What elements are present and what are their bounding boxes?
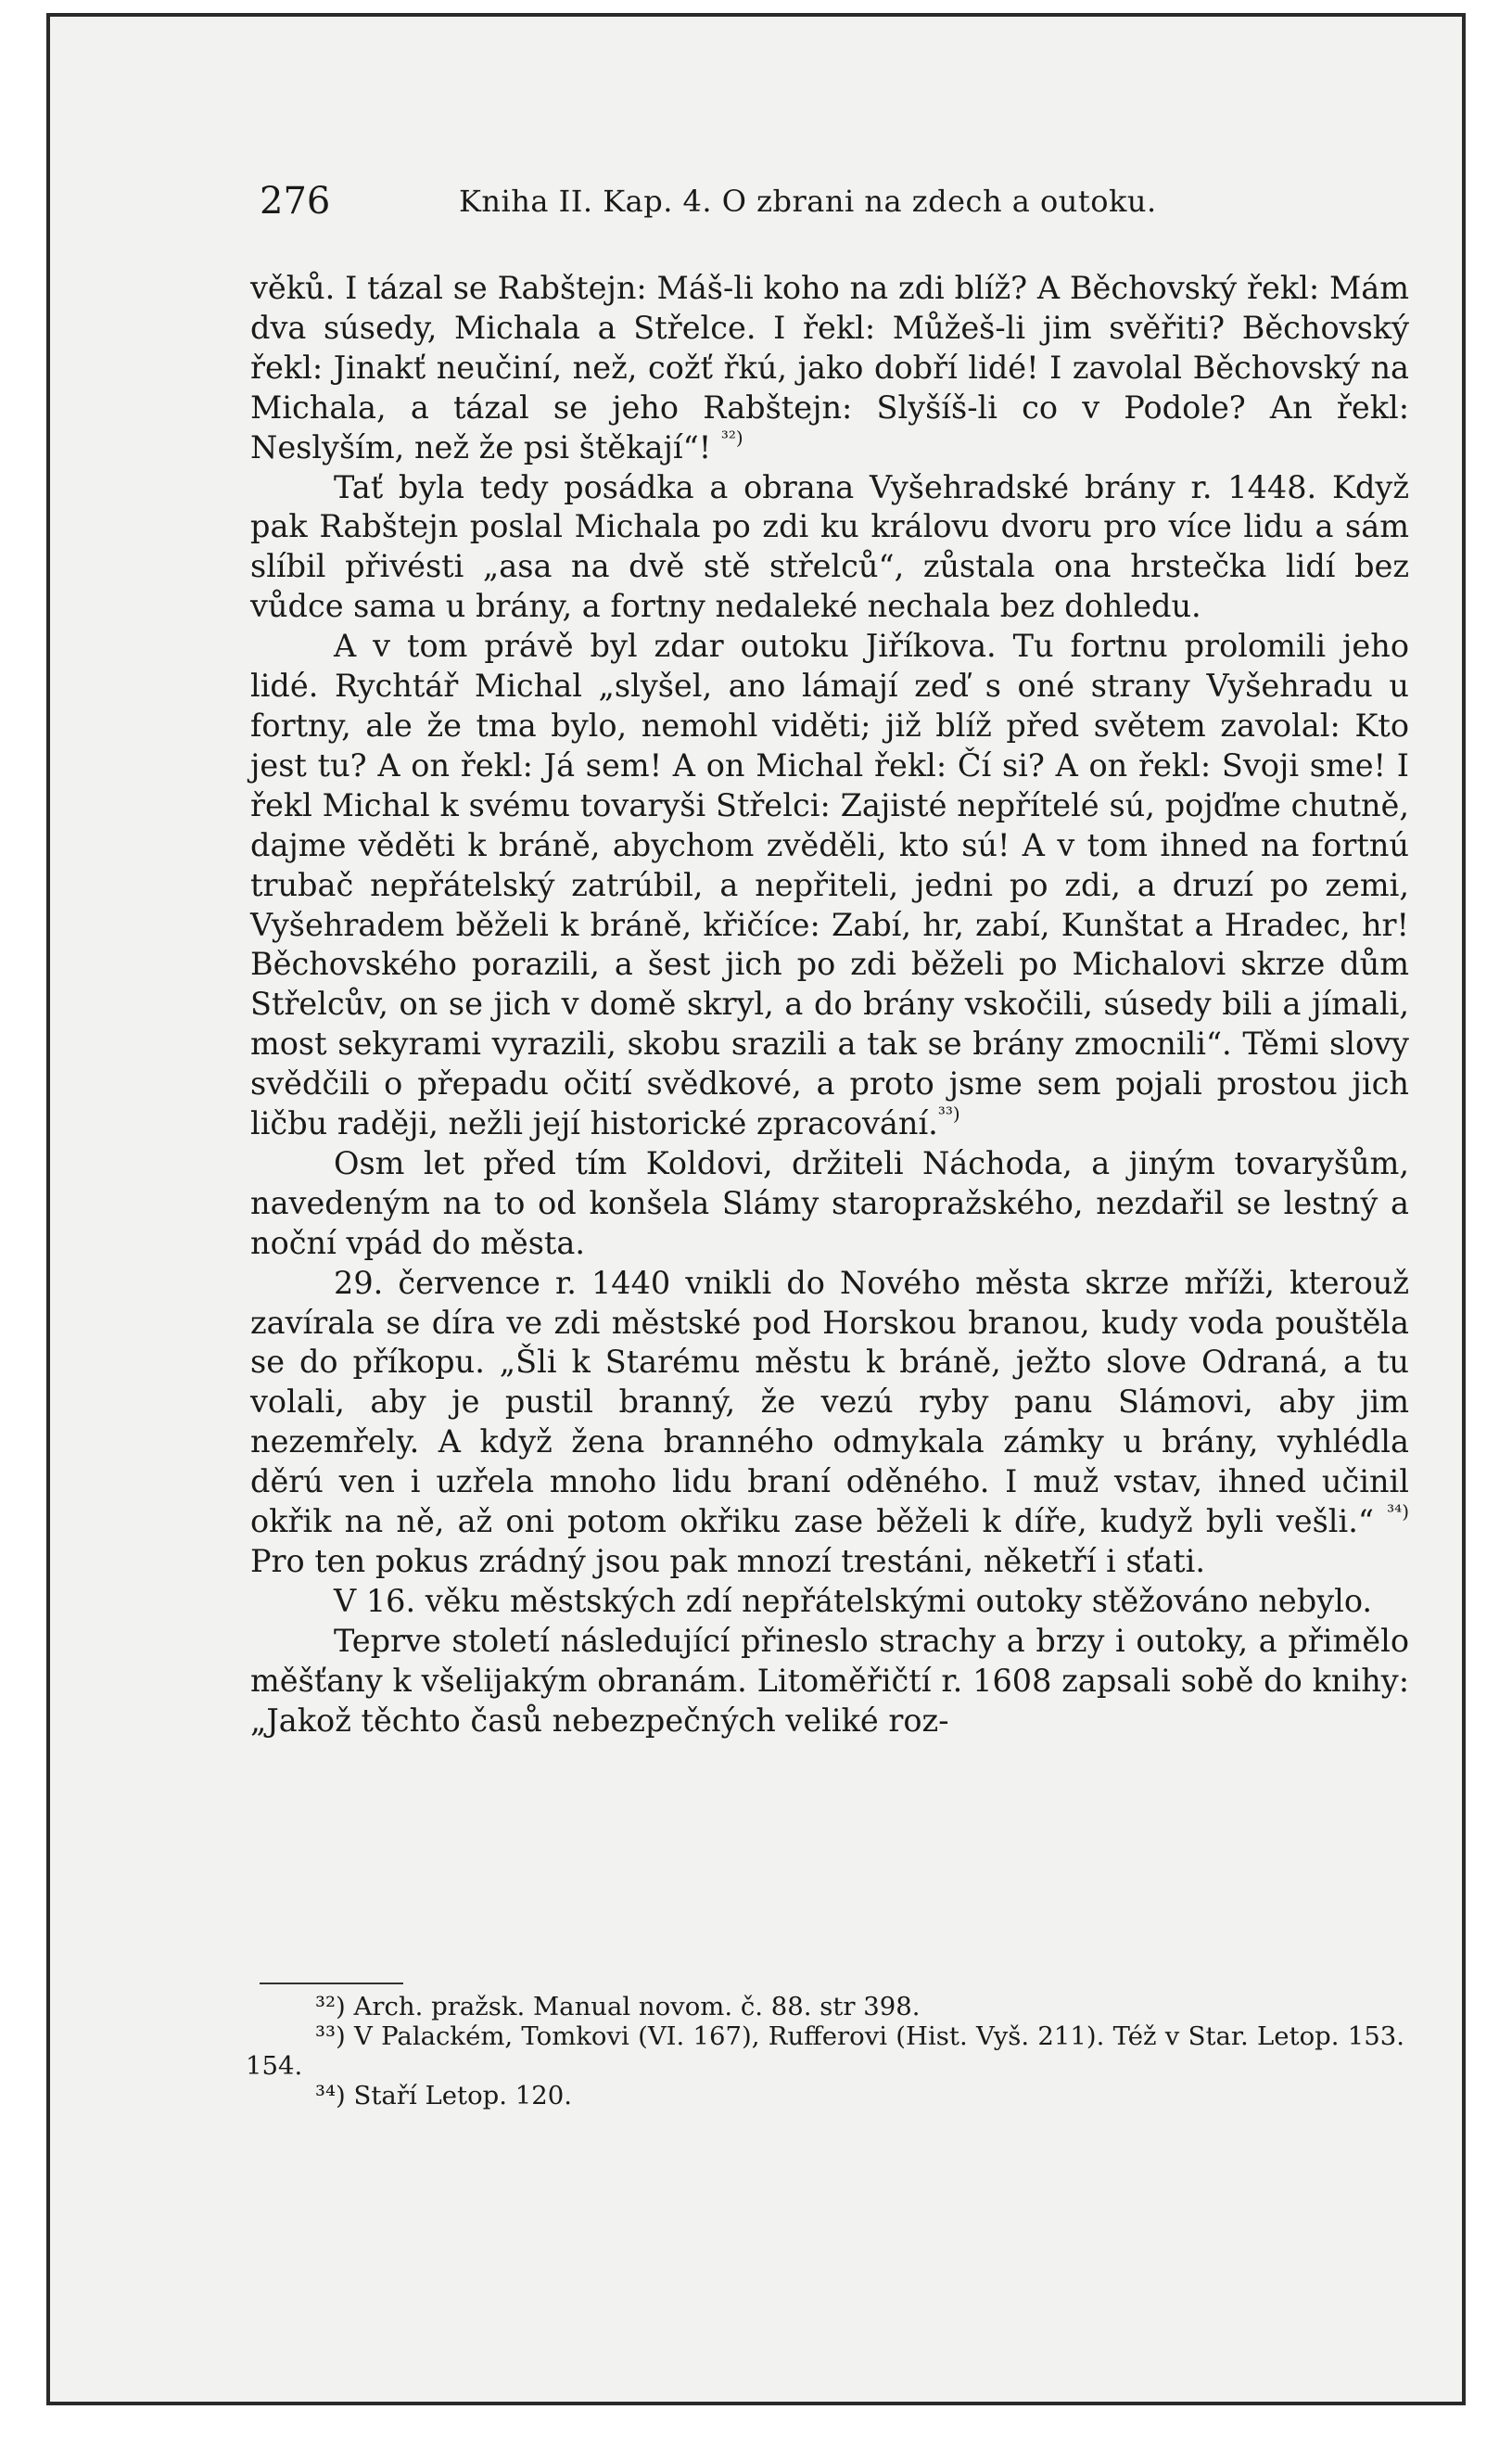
paragraph-4: Osm let před tím Koldovi, držiteli Náchoda, a jiným tovaryšům, navedeným na to od konšela Slámy staropražského, nezdařil se lestný a noční vpád do města. <box>250 1144 1409 1261</box>
page-number: 276 <box>260 180 331 223</box>
paragraph-7: Teprve století následující přineslo strachy a brzy i outoky, a přimělo měšťany k všelijakým obranám. Litoměřičtí r. 1608 zapsali sobě do knihy: „Jakož těchto časů nebezpečných veliké roz- <box>250 1622 1409 1739</box>
footnotes <box>246 1992 1404 2110</box>
paragraph-3: A v tom právě byl zdar outoku Jiříkova. Tu fortnu prolomili jeho lidé. Rychtář Michal „slyšel, ano lámají zeď s oné strany Vyšehradu u fortny, ale že tma bylo, nemohl viděti; již blíž před světem zavolal: Kto jest tu? A on řekl: Já sem! A on Michal řekl: Čí si? A on řekl: Svoji sme! I řekl Michal k svému tovaryši Střelci: Zajisté nepřítelé sú, pojďme chutně, dajme věděti k bráně, abychom zvěděli, kto sú! A v tom ihned na fortnú trubač nepřátelský zatrúbil, a nepřiteli, jedni po zdi, a druzí po zemi, Vyšehradem běželi k bráně, křičíce: Zabí, hr, zabí, Kunštat a Hradec, hr! Běchovského porazili, a šest jich po zdi běželi po Michalovi skrze dům Střelcův, on se jich v domě skryl, a do brány vskočili, súsedy bili a jímali, most sekyrami vyrazili, skobu srazili a tak se brány zmocnili“. Těmi slovy svědčili o přepadu očití svědkové, a proto jsme sem pojali prostou jich ličbu raději, nežli její historické zpracování.$^{^{33})}$ <box>250 628 1409 1142</box>
footnote-34: ³⁴) Staří Letop. 120. <box>315 2081 572 2110</box>
footnote-ref-33[interactable]: ³³) <box>937 1103 960 1126</box>
footnote-32: ³²) Arch. pražsk. Manual novom. č. 88. str 398. <box>315 1992 921 2021</box>
paragraph-6: V 16. věku městských zdí nepřátelskými outoky stěžováno nebylo. <box>334 1582 1373 1619</box>
running-title: Kniha II. Kap. 4. O zbrani na zdech a outoku. <box>459 184 1157 219</box>
footnote-ref-32[interactable]: ³²) <box>720 426 743 449</box>
footnote-rule <box>260 1983 403 1984</box>
paragraph-5: 29. července r. 1440 vnikli do Nového města skrze mříži, kterouž zavírala se díra ve zdi městské pod Horskou branou, kudy voda pouštěla se do příkopu. „Šli k Starému městu k bráně, ježto slove Odraná, a tu volali, aby je pustil branný, že vezú ryby panu Slámovi, aby jim nezemřely. A když žena branného odmykala zámky u brány, vyhlédla děrú ven i uzřela mnoho lidu braní oděného. I muž vstav, ihned učinil okřik na ně, až oni potom okřiku zase běželi k díře, kudyž byli vešli.“ $^{^{34})}$ Pro ten pokus zrádný jsou pak mnozí trestáni, něketří i sťati. <box>250 1264 1409 1579</box>
paragraph-1: věků. I tázal se Rabštejn: Máš-li koho na zdi blíž? A Běchovský řekl: Mám dva súsedy, Michala a Střelce. I řekl: Můžeš-li jim svěřiti? Běchovský řekl: Jinakť neučiní, než, cožť řkú, jako dobří lidé! I zavolal Běchovský na Michala, a tázal se jeho Rabštejn: Slyšíš-li co v Podole? An řekl: Neslyším, než že psi štěkají“! $^{^{32})}$ <box>250 270 1409 465</box>
footnote-33: ³³) V Palackém, Tomkovi (VI. 167), Rufferovi (Hist. Vyš. 211). Též v Star. Letop. 153. 154. <box>246 2021 1404 2081</box>
main-text <box>250 269 1409 1741</box>
footnote-ref-34[interactable]: ³⁴) <box>1387 1500 1409 1524</box>
paragraph-2: Tať byla tedy posádka a obrana Vyšehradské brány r. 1448. Když pak Rabštejn poslal Michala po zdi ku královu dvoru pro více lidu a sám slíbil přivésti „asa na dvě stě střelců“, zůstala ona hrstečka lidí bez vůdce sama u brány, a fortny nedaleké nechala bez dohledu. <box>250 468 1409 625</box>
